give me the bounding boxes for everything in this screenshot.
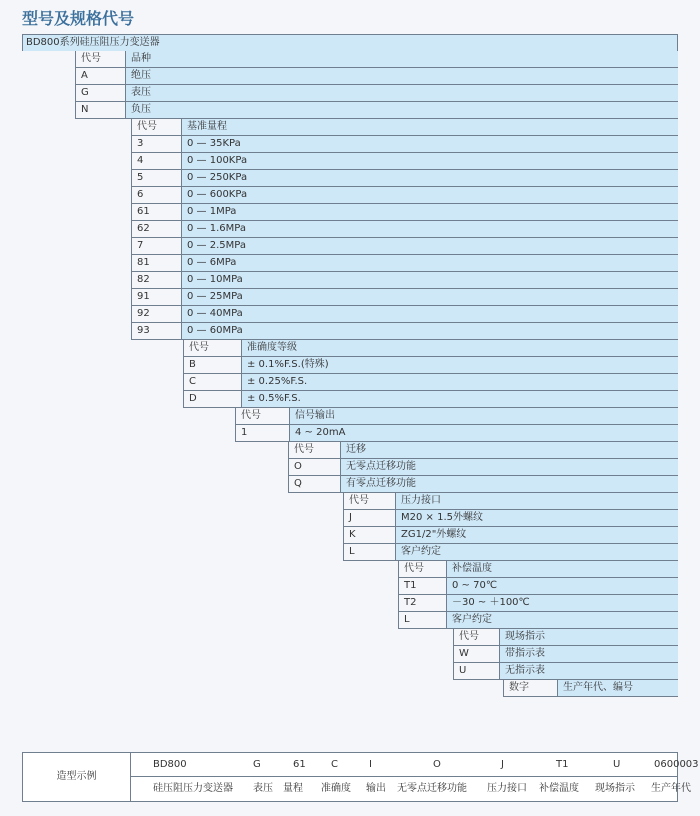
header-name: 基准量程 [181,119,678,135]
row-name: ± 0.5%F.S. [241,391,678,407]
row-code: O [294,461,302,472]
row-name: 客户约定 [446,612,678,628]
row-name: 绝压 [125,68,678,84]
header-name: 现场指示 [499,629,678,645]
example-value: 0600003 [654,759,699,770]
row-code: D [189,393,197,404]
row-code: 82 [137,274,150,285]
code-row [131,306,678,323]
row-code: B [189,359,196,370]
row-name: ZG1/2"外螺纹 [395,527,678,543]
row-code: 91 [137,291,150,302]
row-name: ± 0.25%F.S. [241,374,678,390]
row-code: A [81,70,88,81]
row-name: 0 — 40MPa [181,306,678,322]
example-caption: 输出 [366,783,386,794]
row-name: 无指示表 [499,663,678,679]
code-row [453,646,678,663]
row-name: ± 0.1%F.S.(特殊) [241,357,678,373]
code-row [131,187,678,204]
section-header-variety [75,51,678,68]
row-code: U [459,665,467,676]
row-code: J [349,512,352,523]
code-row [131,170,678,187]
root-row [22,34,678,51]
row-name: 4 ~ 20mA [289,425,678,441]
row-name: 0 — 1MPa [181,204,678,220]
header-name: 准确度等级 [241,340,678,356]
row-name: 0 — 250KPa [181,170,678,186]
example-value: O [433,759,441,770]
example-caption: 现场指示 [595,783,635,794]
header-name: 补偿温度 [446,561,678,577]
row-name: 带指示表 [499,646,678,662]
row-name: 0 — 6MPa [181,255,678,271]
row-name: 客户约定 [395,544,678,560]
section-header-connection [343,493,678,510]
code-row [131,323,678,340]
header-code: 代号 [349,495,369,506]
header-code: 数字 [509,682,529,693]
row-name: M20 × 1.5外螺纹 [395,510,678,526]
code-row [343,527,678,544]
example-caption: 补偿温度 [539,783,579,794]
header-code: 代号 [294,444,314,455]
row-name: 无零点迁移功能 [340,459,678,475]
row-code: 92 [137,308,150,319]
row-code: 62 [137,223,150,234]
section-header-indicator [453,629,678,646]
row-name: 0 — 2.5MPa [181,238,678,254]
row-name: 0 — 1.6MPa [181,221,678,237]
code-row [398,612,678,629]
row-code: 4 [137,155,144,166]
code-row [288,459,678,476]
section-header-temp [398,561,678,578]
code-row [343,510,678,527]
code-row [398,595,678,612]
header-code: 代号 [241,410,261,421]
example-caption: 生产年代 [651,783,691,794]
section-header-serial [503,680,678,697]
code-row [453,663,678,680]
row-code: K [349,529,356,540]
section-header-accuracy [183,340,678,357]
header-code: 代号 [189,342,209,353]
example-value: I [369,759,372,770]
code-row [131,272,678,289]
section-header-range [131,119,678,136]
example-value: BD800 [153,759,187,770]
row-name: 0 ~ 70℃ [446,578,678,594]
row-code: 61 [137,206,150,217]
example-caption: 压力接口 [487,783,527,794]
row-code: W [459,648,469,659]
example-caption: 准确度 [321,783,351,794]
header-code: 代号 [81,53,101,64]
row-name: 0 — 25MPa [181,289,678,305]
code-row [235,425,678,442]
row-code: 5 [137,172,144,183]
header-name: 品种 [125,51,678,67]
row-code: N [81,104,89,115]
code-row [75,102,678,119]
code-row [398,578,678,595]
code-row [75,85,678,102]
header-code: 代号 [404,563,424,574]
row-name: 0 — 100KPa [181,153,678,169]
code-row [131,255,678,272]
example-captions-row [131,777,691,801]
row-code: 93 [137,325,150,336]
header-code: 代号 [459,631,479,642]
example-caption: 硅压阻压力变送器 [153,783,233,794]
code-row [131,221,678,238]
example-caption: 表压 [253,783,273,794]
header-name: 信号输出 [289,408,678,424]
root-title: BD800系列硅压阻压力变送器 [23,35,677,51]
row-code: T1 [404,580,417,591]
row-code: T2 [404,597,417,608]
row-name: 有零点迁移功能 [340,476,678,492]
header-code: 代号 [137,121,157,132]
row-code: 81 [137,257,150,268]
code-row [343,544,678,561]
example-value: C [331,759,338,770]
code-row [131,136,678,153]
example-label: 造型示例 [23,753,131,801]
row-name: 0 — 35KPa [181,136,678,152]
example-value: G [253,759,261,770]
row-code: 6 [137,189,144,200]
example-caption: 量程 [283,783,303,794]
row-code: 1 [241,427,248,438]
example-value: J [501,759,504,770]
code-row [131,204,678,221]
code-row [131,289,678,306]
code-row [183,374,678,391]
row-code: L [349,546,355,557]
code-row [131,238,678,255]
code-row [183,391,678,408]
selection-example-table [22,752,699,802]
row-name: －30 ~ ＋100℃ [446,595,678,611]
header-name: 压力接口 [395,493,678,509]
row-name: 0 — 60MPa [181,323,678,339]
example-values-row [131,753,699,777]
section-header-output [235,408,678,425]
section-header-shift [288,442,678,459]
example-value: U [613,759,621,770]
example-value: T1 [556,759,569,770]
row-code: Q [294,478,302,489]
row-name: 0 — 600KPa [181,187,678,203]
code-row [131,153,678,170]
header-name: 迁移 [340,442,678,458]
page-title: 型号及规格代号 [22,9,135,28]
row-code: C [189,376,196,387]
example-caption: 无零点迁移功能 [397,783,467,794]
example-value: 61 [293,759,306,770]
row-code: L [404,614,410,625]
row-code: G [81,87,89,98]
code-row [75,68,678,85]
code-row [288,476,678,493]
row-name: 表压 [125,85,678,101]
row-code: 7 [137,240,144,251]
code-row [183,357,678,374]
header-name: 生产年代、编号 [557,680,678,696]
row-name: 0 — 10MPa [181,272,678,288]
row-code: 3 [137,138,144,149]
row-name: 负压 [125,102,678,118]
